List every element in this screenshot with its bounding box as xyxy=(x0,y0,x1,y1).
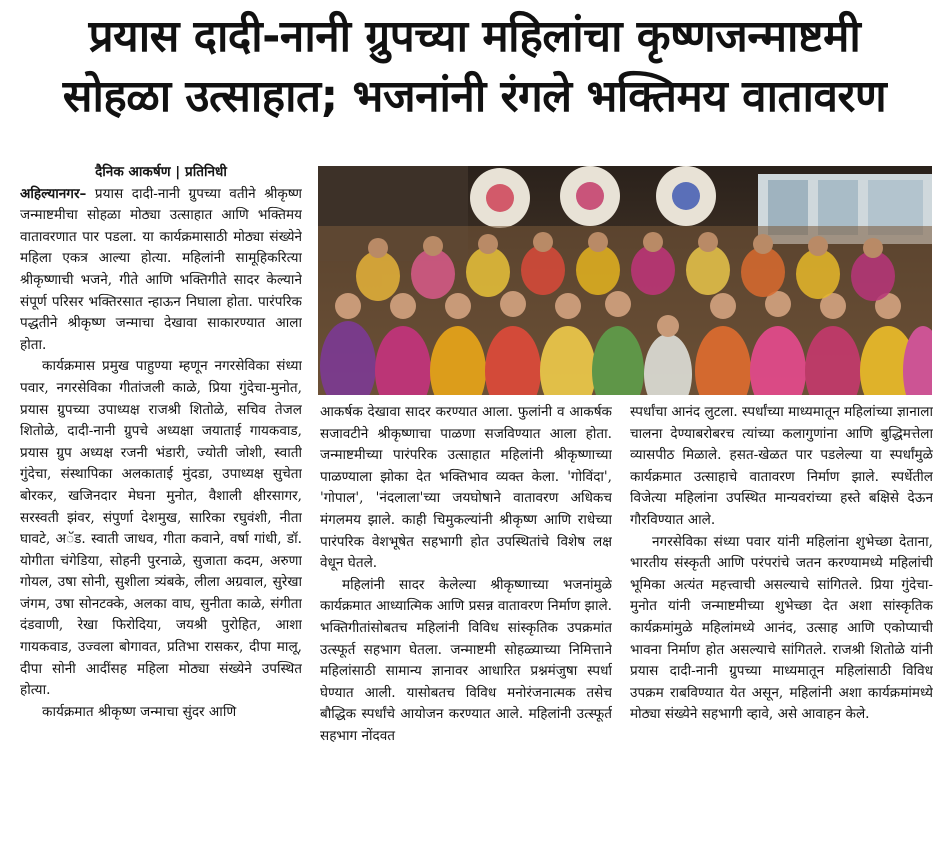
event-photo-illustration xyxy=(318,166,932,395)
paragraph-2: कार्यक्रमास प्रमुख पाहुण्या म्हणून नगरसेविका संध्या पवार, नगरसेविका गीतांजली काळे, प्रिया गुंदेचा-मुनोत, प्रयास ग्रुपच्या उपाध्यक्ष राजश्री शितोळे, सचिव तेजल शितोळे, दादी-नानी ग्रुपचे अध्यक्षा जयाताई गायकवाड, प्रयास ग्रुप अध्यक्ष रजनी भंडारी, ज्योती जोशी, स्वाती गुंदेचा, संस्थापिका अलकाताई मुंदडा, उपाध्यक्ष सुचेता बोरकर, खजिनदार मेघना मुनोत, वैशाली क्षीरसागर, सरस्वती झंवर, संपुर्णा देशमुख, सारिका रघुवंशी, नीता घावटे, अॅड. स्वाती जाधव, गीता कवाने, वर्षा गांधी, डॉ. योगीता चंगेडिया, सोहनी पुरनाळे, सुजाता कदम, अरुणा गोयल, उषा सोनी, सुशीला त्र्यंबके, लीला अग्रवाल, सुरेखा जंगम, उषा सोनटक्के, अलका वाघ, सुनीता काळे, संगीता दंडवाणी, रेखा फिरोदिया, जयश्री पुरोहित, आशा गायकवाड, उज्वला बोगावत, प्रतिभा रासकर, दीपा मालू, दीपा सोनी आदींसह महिला मोठ्या संख्येने उपस्थित होत्या. xyxy=(20,358,302,699)
paragraph-4: महिलांनी सादर केलेल्या श्रीकृष्णाच्या भजनांमुळे कार्यक्रमात आध्यात्मिक आणि प्रसन्न वातावरण निर्माण झाले. भक्तिगीतांसोबतच महिलांनी विविध सांस्कृतिक उपक्रमांत उत्स्फूर्त सहभाग घेतला. जन्माष्टमी सोहळ्याच्या निमित्ताने महिलांसाठी सामान्य ज्ञानावर आधारित प्रश्नमंजुषा स्पर्धा घेण्यात आली. यासोबतच विविध मनोरंजनात्मक तसेच बौद्धिक स्पर्धांचे आयोजन करण्यात आले. महिलांनी उत्स्फूर्त सहभाग नोंदवत xyxy=(320,576,612,744)
article-column-2 xyxy=(320,402,612,861)
article-column-1 xyxy=(20,162,302,861)
paragraph-3-start: कार्यक्रमात श्रीकृष्ण जन्माचा सुंदर आणि xyxy=(42,703,237,720)
headline-line-1: प्रयास दादी-नानी ग्रुपच्या महिलांचा कृष्णजन्माष्टमी xyxy=(88,11,861,62)
event-photo xyxy=(318,166,932,395)
byline: दैनिक आकर्षण | प्रतिनिधी xyxy=(95,164,227,180)
headline xyxy=(8,10,941,124)
dateline: अहिल्यानगर– xyxy=(20,185,87,202)
paragraph-1-text: प्रयास दादी-नानी ग्रुपच्या वतीने श्रीकृष्ण जन्माष्टमीचा सोहळा मोठ्या उत्साहात आणि भक्तिमय वातावरणात पार पडला. या कार्यक्रमासाठी मोठ्या संख्येने महिला एकत्र आल्या होत्या. महिलांनी सामूहिकरित्या श्रीकृष्णाची भजने, गीते आणि भक्तिगीते सादर केल्याने संपूर्ण परिसर भक्तिरसात न्हाऊन निघाला होता. पारंपरिक पद्धतीने श्रीकृष्ण जन्माचा देखावा साकारण्यात आला होता. xyxy=(20,185,302,353)
paragraph-5: नगरसेविका संध्या पवार यांनी महिलांना शुभेच्छा देताना, भारतीय संस्कृती आणि परंपरांचे जतन करण्यामध्ये महिलांची भूमिका अत्यंत महत्त्वाची असल्याचे सांगितले. प्रिया गुंदेचा-मुनोत यांनी जन्माष्टमीच्या शुभेच्छा देत अशा सांस्कृतिक कार्यक्रमांमुळे महिलांमध्ये आनंद, उत्साह आणि एकोप्याची भावना निर्माण होत असल्याचे सांगितले. राजश्री शितोळे यांनी प्रयास दादी-नानी ग्रुपच्या माध्यमातून महिलांसाठी विविध उपक्रम राबविण्यात येत असून, महिलांनी अशा कार्यक्रमांमध्ये मोठ्या संख्येने सहभागी व्हावे, असे आवाहन केले. xyxy=(630,533,933,723)
paragraph-4-continued: स्पर्धांचा आनंद लुटला. स्पर्धांच्या माध्यमातून महिलांच्या ज्ञानाला चालना देण्याबरोबरच त्यांच्या कलागुणांना आणि बुद्धिमत्तेला व्यासपीठ मिळाले. हसत-खेळत पार पडलेल्या या स्पर्धांमुळे कार्यक्रमात उत्साहाचे वातावरण निर्माण झाले. स्पर्धेतील विजेत्या महिलांना उपस्थित मान्यवरांच्या हस्ते बक्षिसे देऊन गौरविण्यात आले. xyxy=(630,404,933,528)
headline-line-2: सोहळा उत्साहात; भजनांनी रंगले भक्तिमय वातावरण xyxy=(62,71,887,122)
paragraph-3-continued: आकर्षक देखावा सादर करण्यात आला. फुलांनी व आकर्षक सजावटीने श्रीकृष्णाचा पाळणा सजविण्यात आला होता. जन्माष्टमीच्या पारंपरिक उत्साहात महिलांनी श्रीकृष्णाच्या पाळण्याला झोका देत भक्तिभाव व्यक्त केला. 'गोविंदा', 'गोपाल', 'नंदलाला'च्या जयघोषाने वातावरण अधिकच मंगलमय झाले. काही चिमुकल्यांनी श्रीकृष्ण आणि राधेच्या पारंपरिक वेशभूषेत सहभागी होत उपस्थितांचे विशेष लक्ष वेधून घेतले. xyxy=(320,404,612,572)
paragraph-1 xyxy=(20,184,302,357)
article-column-3 xyxy=(630,402,933,861)
